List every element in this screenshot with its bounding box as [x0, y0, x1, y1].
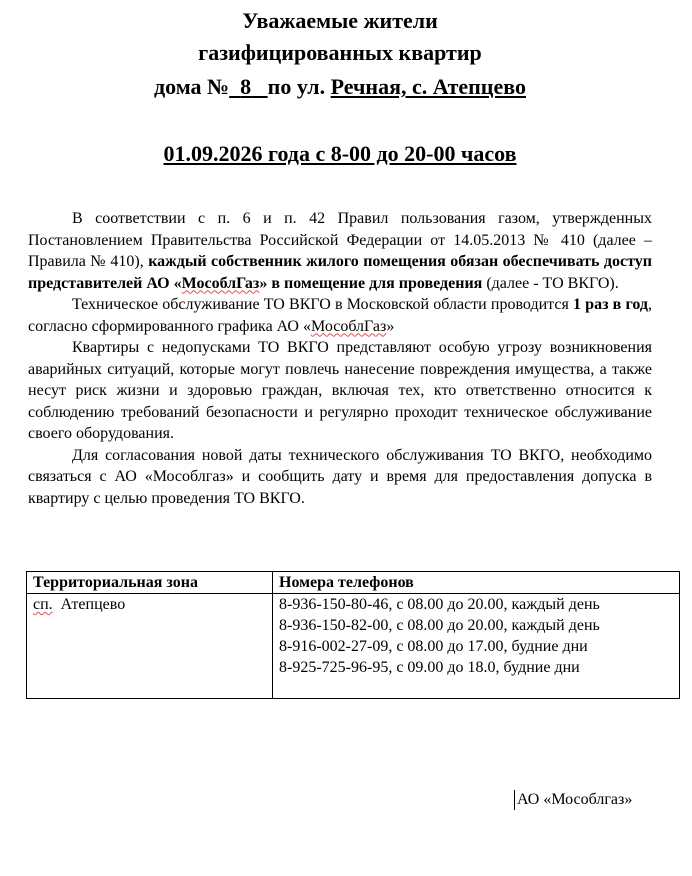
- header-line-1: Уважаемые жители: [242, 8, 438, 33]
- address-middle: по ул.: [267, 74, 326, 99]
- paragraph-1: В соответствии с п. 6 и п. 42 Правил пользования газом, утвержденных Постановлением Правительства Российской Федерации от 14.05.2013 № 410 (далее – Правила № 410), каждый собственник жилого помещения обязан обеспечивать доступ представителей АО «МособлГаз» в помещение для проведения (далее - ТО ВКГО).: [28, 210, 652, 292]
- header-zone: Территориальная зона: [27, 572, 273, 594]
- phones-cell: [273, 594, 680, 699]
- phone-line: 8-925-725-96-95, с 09.00 до 18.0, будние дни: [279, 659, 580, 676]
- phone-line: 8-936-150-82-00, с 08.00 до 20.00, каждый день: [279, 617, 600, 634]
- paragraph-4: Для согласования новой даты технического обслуживания ТО ВКГО, необходимо связаться с АО «Мособлгаз» и сообщить дату и время для предоставления допуска в квартиру с целью проведения ТО ВКГО.: [28, 446, 652, 507]
- house-number: 8: [240, 74, 252, 99]
- paragraph-2: Техническое обслуживание ТО ВКГО в Московской области проводится 1 раз в год, согласно сформированного графика АО «МособлГаз»: [28, 296, 653, 335]
- address-prefix: дома №: [154, 74, 230, 99]
- phone-line: 8-936-150-80-46, с 08.00 до 20.00, каждый день: [279, 596, 600, 613]
- signature: АО «Мособлгаз»: [514, 790, 632, 810]
- notice-body: [28, 208, 652, 509]
- paragraph-3: Квартиры с недопусками ТО ВКГО представляют особую угрозу возникновения аварийных ситуаций, которые могут повлечь нанесение повреждения имущества, а также несут риск жизни и здоровью граждан, включая тех, кто ответственно относится к соблюдению требований безопасности и регулярно проходит техническое обслуживание своего оборудования.: [28, 339, 652, 442]
- header-line-2: газифицированных квартир: [198, 40, 482, 65]
- header-phones: Номера телефонов: [273, 572, 680, 594]
- street-name: Речная, с. Атепцево: [330, 74, 526, 99]
- date-line: 01.09.2026 года с 8-00 до 20-00 часов: [163, 141, 517, 166]
- header-address-line: [0, 72, 686, 102]
- table-header-row: [27, 572, 680, 594]
- contacts-table: [26, 571, 680, 699]
- phone-line: 8-916-002-27-09, с 08.00 до 17.00, будние дни: [279, 638, 588, 655]
- table-row: [27, 594, 680, 699]
- zone-cell: сп. Атепцево: [27, 594, 273, 699]
